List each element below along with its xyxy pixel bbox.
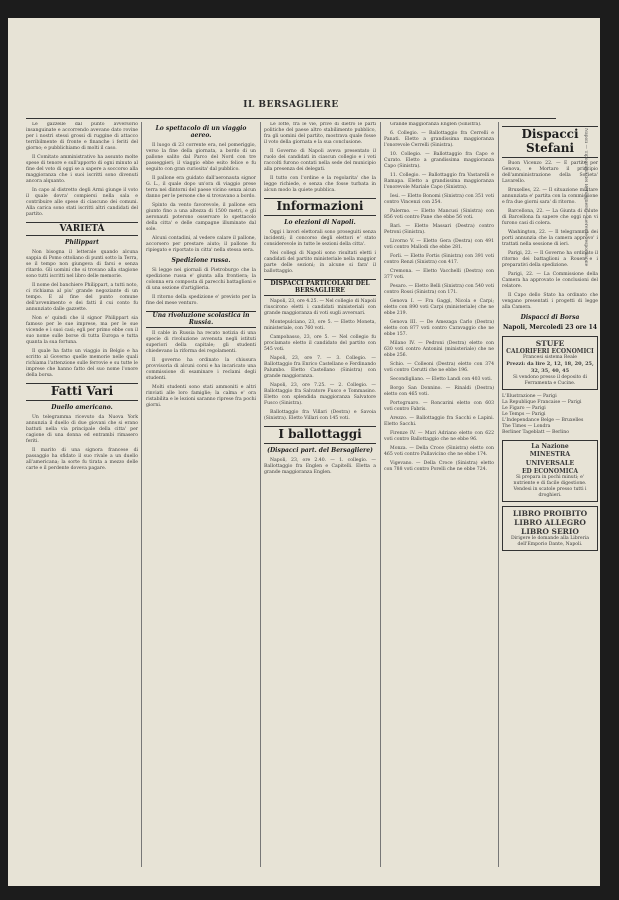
column-1 xyxy=(26,122,138,872)
ad-headline: STUFE xyxy=(535,339,565,349)
paragraph: 11. Collegio. — Ballottaggio fra Vastarelli e Ramapa. Eletto a grandissima maggioranza l'onorevole Mariale Capo (Sinistra). xyxy=(384,173,494,190)
list-item: L'Independance Belge — Bruxelles xyxy=(502,418,584,424)
masthead-title: IL BERSAGLIERE xyxy=(243,100,339,110)
paragraph: Palermo. — Eletto Mancusi (Sinistra) con 856 voti contro Pane che ebbe 56 voti. xyxy=(384,209,494,220)
paragraph: Il marito di una signora francese di passaggio ha sfidato il suo rivale a un duello all'americana; la sorte fu tirata a mezzo delle carte e il perdente doveva pagare. xyxy=(26,447,138,471)
paragraph: Bruxelles, 22. — Il situazione militare annunziata e' partita con la commissione e fra due giorni sara' di ritorno. xyxy=(502,187,598,205)
article-title: Lo spettacolo di un viaggio aereo. xyxy=(155,125,247,139)
section-heading-ballottaggi: I ballottaggi xyxy=(264,426,376,444)
column-4 xyxy=(384,122,494,872)
paragraph: 6. Collegio. — Ballottaggio fra Cerrelli e Panati. Eletto a grandissima maggioranza l'onorevole Cerrelli (Sinistra). xyxy=(384,131,494,148)
paragraph: Napoli, 23, ore 7.25. — 2. Collegio. — Ballottaggio fra Salvatore Fusco e Tommasino. Eletto con splendida maggioranza Salvatore Fusco (Sinistra). xyxy=(264,383,376,407)
paragraph: Il Capo dello Stato ha ordinato che vengano presentati i progetti di legge alla Camera. xyxy=(502,292,598,310)
paragraph: Ballottaggio fra Villari (Destra) e Savoia (Sinistra). Eletto Villari con 145 voti. xyxy=(264,410,376,422)
article-title: Duello americano. xyxy=(51,404,113,412)
section-heading-informazioni: Informazioni xyxy=(264,198,376,216)
paragraph: Buon Vicenzo 22. — E partito per Genova, e Mortaro il principio dell'amministrazione della Societa' Lavarello. xyxy=(502,160,598,184)
paragraph: Il pallone era guidato dall'aeronauta signor G. L., il quale dopo un'ora di viaggio prese terra nei dintorni del paese vicino senza alcun danno per le persone che si trovavano a bordo. xyxy=(146,175,256,199)
paragraph: Parigi, 22. — La Commissione della Camera ha approvato le conclusioni del relatore. xyxy=(502,271,598,289)
ad-text: Dirigere le domande alla Libreria dell'Emporio Dante, Napoli. xyxy=(510,536,590,548)
paragraph: Iesi. — Eletto Bonomi (Sinistra) con 351 voti contro Vincenzi con 254. xyxy=(384,194,494,205)
ad-prices: Prezzi: da lire 2, 12, 18, 20, 25, 32, 35, 40, 45 xyxy=(506,361,594,375)
borsa-date: Napoli, Mercoledi 23 ore 14 xyxy=(502,324,598,332)
paragraph: Spinto da vento favorevole, il pallone era giunto fino a una altezza di 1500 metri, e gli aeronauti poterono osservare lo spettacolo della citta' e delle campagne illuminate dal sole. xyxy=(146,202,256,232)
paragraph: Oggi i lavori elettorali sono proseguiti senza incidenti; il concorso degli elettori e' stato considerevole in tutte le sezioni della citta'. xyxy=(264,229,376,247)
paragraph: Pesaro. — Eletto Belli (Sinistra) con 540 voti contro Rossi (Sinistra) con 171. xyxy=(384,284,494,295)
paragraph: Forli. — Eletto Fortis (Sinistra) con 391 voti contro Renzi (Sinistra) con 417. xyxy=(384,254,494,265)
list-item: Le Figaro — Parigi xyxy=(502,406,546,412)
ad-headline: La Nazione xyxy=(531,443,569,451)
paragraph: Le gazzelle dal punto avversorio insanguinate e accorrendo avevano dato rovine per i nostri stessi grossi di ruggine di attacco terribilmente di fronte e finanche i feriti del giorno; e pubblichiamo di molti il caso. xyxy=(26,122,138,151)
paragraph: Milano IV. — Pedroni (Destra) eletto con 630 voti contro Antonini (ministeriale) che ne ebbe 256. xyxy=(384,341,494,358)
paragraph: Firenze IV. — Mari Adriano eletto con 622 voti contro Ballottaggio che ne ebbe 96. xyxy=(384,431,494,442)
masthead xyxy=(26,100,556,119)
ad-headline: LIBRO PROIBITO xyxy=(512,509,588,519)
paragraph: In capo al distretto degli Armi giunge il voto il quale dovra' compiersi nella sala e contribuire alle spese di ciascuno dei comuni. Alla carica sono stati iscritti altri candidati del partito. xyxy=(26,188,138,217)
paragraph: Non e' quindi che il signor Philippart sia famoso per le sue imprese, ma per le sue vicende e i suoi casi; egli per primo ebbe con il suo nome sulle borse di tutta Europa e tutta quanta la sua fortuna. xyxy=(26,316,138,346)
column-2 xyxy=(146,122,256,872)
ad-headline: LIBRO SERIO xyxy=(521,527,579,537)
list-item: La Republique Francaise — Parigi xyxy=(502,400,582,406)
paragraph: Il ritorno della spedizione e' previsto per la fine del mese venturo. xyxy=(146,294,256,306)
paragraph: Borgo San Donnino. — Rinaldi (Destra) eletto con 465 voti. xyxy=(384,386,494,397)
ad-text: Francesi sistema Reale xyxy=(522,355,578,361)
article-title: Una rivoluzione scolastica in Russia. xyxy=(146,311,256,329)
paragraph: Il quale ha fatto un viaggio in Belgio e ha scritto al Governo quelle memorie nelle quali richiama l'attenzione sulle ferrovie e su tutte le imprese che hanno fatto del suo nome l'onore della borsa. xyxy=(26,349,138,379)
paragraph: Napoli, 23, ore 7. — 3. Collegio. — Ballottaggio fra Enrico Castellano e Ferdinando Palumbo. Eletto Castellano (Sinistra) con grande maggioranza. xyxy=(264,356,376,380)
list-item: L'Illustrazione — Parigi xyxy=(502,394,557,400)
ad-subheadline: MINESTRA UNIVERSALE xyxy=(525,450,575,468)
article-title: (Dispacci part. del Bersagliere) xyxy=(267,447,373,455)
ad-subheadline: ED ECONOMICA xyxy=(521,468,579,476)
article-title: Lo elezioni di Napoli. xyxy=(284,218,356,226)
paragraph: Napoli, 23, ore 4.25. — Nel collegio di Napoli riuscirono eletti i candidati ministeriali con grande maggioranza di voti sugli avversari. xyxy=(264,299,376,317)
list-item: Berliner Tageblatt — Berlino xyxy=(502,430,569,436)
paragraph: Il cable in Russia ha recato notizia di una specie di rivoluzione avvenuta negli istituti superiori della capitale; gli studenti chiedevano la riforma dei regolamenti. xyxy=(146,331,256,355)
column-rule xyxy=(141,122,142,867)
column-rule xyxy=(260,122,261,867)
ad-text: Si prepara in pochi minuti; e' nutriente e di facile digestione. Vendesi in scatole presso tutti i droghieri. xyxy=(513,475,587,499)
paragraph: Secondigliano. — Eletto Landi con 403 voti. xyxy=(390,377,493,382)
paragraph: Genova III. — De Amezaga Carlo (Destra) eletto con 877 voti contro Caravaggio che ne ebbe 157. xyxy=(384,320,494,337)
paragraph: Le lotte, fra le vie, prive di dietro le parti politiche del paese altro stabilimento pubblico, fra gli uomini del partito, mostrava quale fosse il voto della giornata e la sua conclusione. xyxy=(264,122,376,145)
column-rule xyxy=(380,122,381,867)
article-title: Spedizione russa. xyxy=(171,256,231,264)
paragraph: Il governo ha ordinato la chiusura provvisoria di alcuni corsi e ha incaricato una commissione di esaminare i reclami degli studenti. xyxy=(146,358,256,382)
paragraph: Il nome del banchiere Philippart, a tutti noto, ci richiama al piu' grande negoziante di un tempo. E al fine del punto comune dell'avvenimento e dei fatti il cui conto fu annunziato dalle gazzette. xyxy=(26,283,138,313)
paragraph: Napoli, 23, ore 2.40. — 1. collegio. — Ballottaggio fra Englen e Capitelli. Eletta a grande maggioranza Englen. xyxy=(264,458,376,476)
paragraph: Alcuni contadini, al vedere calare il pallone, accorsero per prestare aiuto; il pallone fu ripiegato e riportato in citta' nella stessa sera. xyxy=(146,235,256,253)
section-heading-fatti-vari: Fatti Vari xyxy=(26,383,138,401)
paragraph: Barcellona, 22. — La Giunta di salute di Barcellona fa sapere che oggi non vi furono casi di colera. xyxy=(502,208,598,226)
ad-subheadline: CALORIFERI ECONOMICI xyxy=(506,348,594,356)
section-heading-dispacci-stefani: Dispacci Stefani xyxy=(502,126,598,158)
paragraph: Washington, 22. — Il telegramma dei porti annunzia che la camera approvo' i trattati nella sessione di ieri. xyxy=(502,229,598,247)
ad-text: Si vendono presso il deposito di Ferramenta e Cucine. xyxy=(512,375,588,387)
column-rule xyxy=(498,122,499,867)
paragraph: Vigevano. — Della Croce (Sinistra) eletto con 788 voti contro Porelli che ne ebbe 724. xyxy=(384,461,494,472)
paragraph: Il luogo di 23 corrente era, nel pomeriggio, verso la fine della giornata, a bordo di un pallone salito dal Parco del Nord con tre passeggieri; il viaggio ebbe esito felice e fu seguito con gran curiosita' dal pubblico. xyxy=(146,142,256,172)
paragraph: Nei collegi di Napoli sono risultati eletti i candidati del partito ministeriale nella maggior parte delle sezioni; in alcune si fara' il ballottaggio. xyxy=(264,250,376,274)
section-heading-dispacci: DISPACCI PARTICOLARI DEL BERSAGLIERE xyxy=(264,279,376,297)
paragraph: Monza. — Della Croce (Sinistra) eletto con 465 voti contro Pallavicino che ne ebbe 174. xyxy=(384,446,494,457)
paragraph: Parigi, 22. — Il Governo ha ordinato il ritorno dei battaglioni a Rouen e i preparativi della spedizione. xyxy=(502,250,598,268)
paragraph: Bari. — Eletto Massari (Destra) contro Petroni (Sinistra). xyxy=(384,224,494,235)
paragraph: Schio. — Colleoni (Destra) eletto con 374 voti contro Cerutti che ne ebbe 196. xyxy=(384,362,494,373)
paragraph: Grande maggioranza Englen (Sinistra). xyxy=(390,122,482,127)
paragraph: Cremona. — Eletto Vacchelli (Destra) con 377 voti. xyxy=(384,269,494,280)
paragraph: Molti studenti sono stati ammoniti e altri rinviati alle loro famiglie; la calma e' ora ristabilita e le lezioni saranno riprese fra pochi giorni. xyxy=(146,385,256,409)
column-3 xyxy=(264,122,376,872)
ad-headline: LIBRO ALLEGRO xyxy=(514,518,586,528)
paragraph: Si legge nei giornali di Pietroburgo che la spedizione russa e' giunta alla frontiera; la colonna era composta di parecchi battaglioni e di una sezione d'artiglieria. xyxy=(146,267,256,291)
paragraph: Campobasso, 23, ore 5. — Nel collegio fu proclamato eletto il candidato del partito con 545 voti. xyxy=(264,335,376,353)
paragraph: Un telegramma ricevuto da Nuova York annunzia il duello di due giovani che si erano battuti nella via principale della citta' per cagione di una donna ed entrambi rimasero feriti. xyxy=(26,414,138,444)
section-heading-varieta: VARIETÀ xyxy=(26,222,138,236)
section-heading-borsa: Dispacci di Borsa xyxy=(520,313,580,321)
margin-imprint: Napoli — Tipografia del Bersagliere — Gerente responsabile xyxy=(583,128,588,267)
paragraph: Portogruaro. — Roncarini eletto con 603 voti contro Fabris. xyxy=(384,401,494,412)
paragraph: Genova I. — Fra Gaggi, Nicola e Carpi; eletto con 890 voti Carpi (ministeriale) che ne ebbe 219. xyxy=(384,299,494,316)
paragraph: Livorno V. — Eletto Gera (Destra) con 491 voti contro Mallodi che ebbe 281. xyxy=(384,239,494,250)
paragraph: Arezzo. — Ballottaggio fra Sacchi e Lapini. Eletto Sacchi. xyxy=(384,416,494,427)
paragraph: Il Governo di Napoli aveva presentato il ruolo dei candidati in ciascun collegio e i voti raccolti furono contati nella sede del municipio alla presenza dei delegati. xyxy=(264,149,376,172)
newspaper-page xyxy=(8,18,600,886)
paragraph: Non bisogna il letterale quando alcuna sappia di Pomo ottoliano di punti sotto la Terra, se il tempo non giungeva di farsi e senza ritardo. Gli uomini che si trovano alla stagione sono tutti iscritti nel libro delle memorie. xyxy=(26,250,138,280)
paragraph: Montepulciano, 23, ore 5. — Eletto Moneta, ministeriale, con 760 voti. xyxy=(264,320,376,332)
paragraph: 10. Collegio. — Ballottaggio fra Capo e Curato. Eletto a grandissima maggioranza Capo (Sinistra). xyxy=(384,152,494,169)
list-item: The Times — Londra xyxy=(502,424,551,430)
list-item: Le Temps — Parigi xyxy=(502,412,546,418)
article-title: Philippart xyxy=(65,239,99,247)
paragraph: Il Comitato amministrativo ha assunto molte spese di tenore e sull'apporto di ogni minuto al fine del voto di oggi se a sapere a soccorso alla maggioranza che i suoi iscritti sono divenuti ancora alquanto. xyxy=(26,155,138,184)
paragraph: Il tutto con l'ordine e la regolarita' che la legge richiede, e senza che fosse turbata in alcun modo la quiete pubblica. xyxy=(264,176,376,193)
